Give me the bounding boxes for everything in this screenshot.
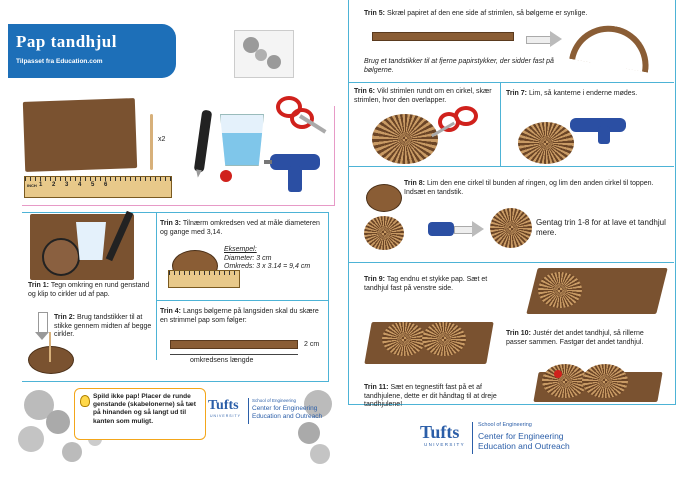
trin7-text: Lim, så kanterne i enderne mødes. bbox=[528, 90, 638, 97]
trin1-label: Trin 1: bbox=[28, 282, 50, 289]
tip-box bbox=[74, 388, 206, 440]
trin11-gear-image bbox=[582, 364, 628, 398]
trin8-gear-image bbox=[490, 208, 532, 248]
lightbulb-icon bbox=[80, 395, 90, 407]
tufts-wordmark: Tufts bbox=[208, 398, 239, 413]
trin3-example-label: Eksempel: bbox=[224, 246, 257, 253]
trin7-label: Trin 7: bbox=[506, 90, 528, 97]
trin6-label: Trin 6: bbox=[354, 88, 376, 95]
trin11-label: Trin 11: bbox=[364, 384, 389, 391]
trin3-example-line1: Diameter: 3 cm bbox=[224, 254, 272, 262]
down-arrow-icon bbox=[38, 312, 48, 333]
ruler-numbers: 1 2 3 4 5 6 bbox=[39, 182, 112, 188]
tufts-wordmark: Tufts bbox=[420, 422, 460, 442]
trin10-gear-image bbox=[422, 322, 466, 356]
tufts-logo-left bbox=[208, 396, 328, 436]
push-pin-icon bbox=[554, 370, 562, 378]
tufts-university: UNIVERSITY bbox=[210, 414, 242, 418]
trin1-cardboard-image bbox=[30, 214, 134, 280]
trin5-label: Trin 5: bbox=[364, 10, 386, 17]
right-arrow-icon bbox=[472, 221, 484, 237]
push-pin-image bbox=[220, 170, 232, 182]
glue-gun-image bbox=[270, 150, 330, 194]
left-page bbox=[8, 6, 336, 472]
page-subtitle: Tilpasset fra Education.com bbox=[16, 58, 103, 65]
toothpick-count: x2 bbox=[158, 136, 166, 143]
decorative-gear-icon bbox=[62, 442, 82, 462]
toothpick-image bbox=[150, 114, 153, 170]
trin10-text: Justér det andet tandhjul, så rillerne passer sammen. Fastgør det andet tandhjul. bbox=[506, 330, 644, 346]
trin2-disk-image bbox=[28, 346, 74, 374]
trin4-length-label: omkredsens længde bbox=[190, 357, 254, 364]
tufts-center-line2: Education and Outreach bbox=[478, 441, 570, 451]
trin9-text: Tag endnu et stykke pap. Sæt et tandhjul fast på venstre side. bbox=[364, 276, 488, 292]
tip-text: Spild ikke pap! Placer de runde genstande (skabelonerne) så tæt på hinanden og så langt ud til kanten som muligt. bbox=[93, 393, 196, 425]
cardboard-image bbox=[23, 98, 137, 172]
repeat-text: Gentag trin 1-8 for at lave et tandhjul mere. bbox=[536, 218, 666, 237]
trin8-text-block bbox=[404, 180, 666, 197]
tufts-school: School of Engineering bbox=[252, 398, 297, 403]
trin1-text: Tegn omkring en rund genstand og klip to cirkler ud af pap. bbox=[28, 282, 150, 298]
trin7-glue-gun-image bbox=[570, 104, 644, 144]
title-banner bbox=[8, 24, 176, 78]
tufts-school: School of Engineering bbox=[478, 422, 532, 428]
trin5-note: Brug et tandstikker til at fjerne papirstykker, der sidder fast på bølgerne. bbox=[364, 58, 554, 74]
decorative-gear-icon bbox=[310, 444, 330, 464]
trin9-label: Trin 9: bbox=[364, 276, 386, 283]
water-cup-image bbox=[220, 114, 264, 166]
trin7-ring-image bbox=[518, 122, 574, 164]
trin3-text-block bbox=[160, 220, 320, 237]
trin3-example-line2: Omkreds: 3 x 3.14 = 9,4 cm bbox=[224, 263, 311, 271]
right-page bbox=[342, 0, 678, 480]
tufts-university: UNIVERSITY bbox=[424, 442, 466, 447]
trin8-glue-gun-image bbox=[428, 222, 454, 236]
trin4-height-label: 2 cm bbox=[304, 341, 320, 348]
tufts-center-line1: Center for Engineering bbox=[252, 405, 318, 412]
trin8-label: Trin 8: bbox=[404, 180, 426, 187]
trin4-text: Langs bølgerne på langsiden skal du skære en strimmel pap som følger: bbox=[160, 308, 319, 324]
trin3-label: Trin 3: bbox=[160, 220, 182, 227]
trin10-gear-image bbox=[382, 322, 426, 356]
ruler-image bbox=[24, 176, 172, 198]
trin7-text-block bbox=[506, 90, 676, 99]
ruler-unit: INCH bbox=[27, 183, 37, 188]
trin3-example bbox=[224, 246, 324, 272]
trin2-label: Trin 2: bbox=[54, 314, 76, 321]
trin4-label: Trin 4: bbox=[160, 308, 182, 315]
trin11-text-block bbox=[364, 384, 514, 410]
gear-logo-icon bbox=[234, 30, 294, 78]
trin5-text: Skræl papiret af den ene side af strimlen, så bølgerne er synlige. bbox=[386, 10, 588, 17]
trin6-text: Vikl strimlen rundt om en cirkel, skær strimlen, hvor den overlapper. bbox=[354, 88, 492, 104]
trin4-strip-image bbox=[170, 340, 298, 349]
trin8-ring-image bbox=[364, 216, 404, 250]
decorative-gear-icon bbox=[46, 410, 70, 434]
scissors-image bbox=[274, 94, 330, 140]
trin1-text-block bbox=[28, 282, 158, 299]
page-title: Pap tandhjul bbox=[16, 32, 117, 51]
trin2-text: Brug tandstikker til at stikke gennem midten af begge cirkler. bbox=[54, 314, 152, 339]
trin9-text-block bbox=[364, 276, 504, 293]
trin3-text: Tilnærm omkredsen ved at måle diameteren og gange med 3,14. bbox=[160, 220, 320, 236]
trin4-text-block bbox=[160, 308, 324, 325]
trin5-text-block bbox=[364, 10, 664, 19]
trin3-ruler-image bbox=[168, 270, 240, 288]
tufts-center-line2: Education and Outreach bbox=[252, 413, 323, 420]
trin11-text: Sæt en tegnestift fast på et af tandhjulene, dette er dit håndtag til at dreje tandhjulene! bbox=[364, 384, 497, 409]
trin10-label: Trin 10: bbox=[506, 330, 531, 337]
tufts-logo-right bbox=[420, 420, 620, 460]
trin8-text: Lim den ene cirkel til bunden af ringen, og lim den anden cirkel til toppen. Indsæt en tandstik. bbox=[404, 180, 654, 196]
decorative-gear-icon bbox=[18, 426, 44, 452]
trin6-scissors-image bbox=[430, 104, 478, 148]
trin8-disk-image bbox=[366, 184, 402, 212]
tufts-center-line1: Center for Engineering bbox=[478, 431, 564, 441]
trin2-text-block bbox=[54, 314, 154, 340]
trin6-ring-image bbox=[372, 114, 438, 164]
right-arrow-icon bbox=[526, 36, 551, 44]
trin5-strip-image bbox=[372, 32, 514, 41]
trin10-text-block bbox=[506, 330, 656, 347]
trin9-gear-image bbox=[538, 272, 582, 308]
trin6-text-block bbox=[354, 88, 499, 105]
